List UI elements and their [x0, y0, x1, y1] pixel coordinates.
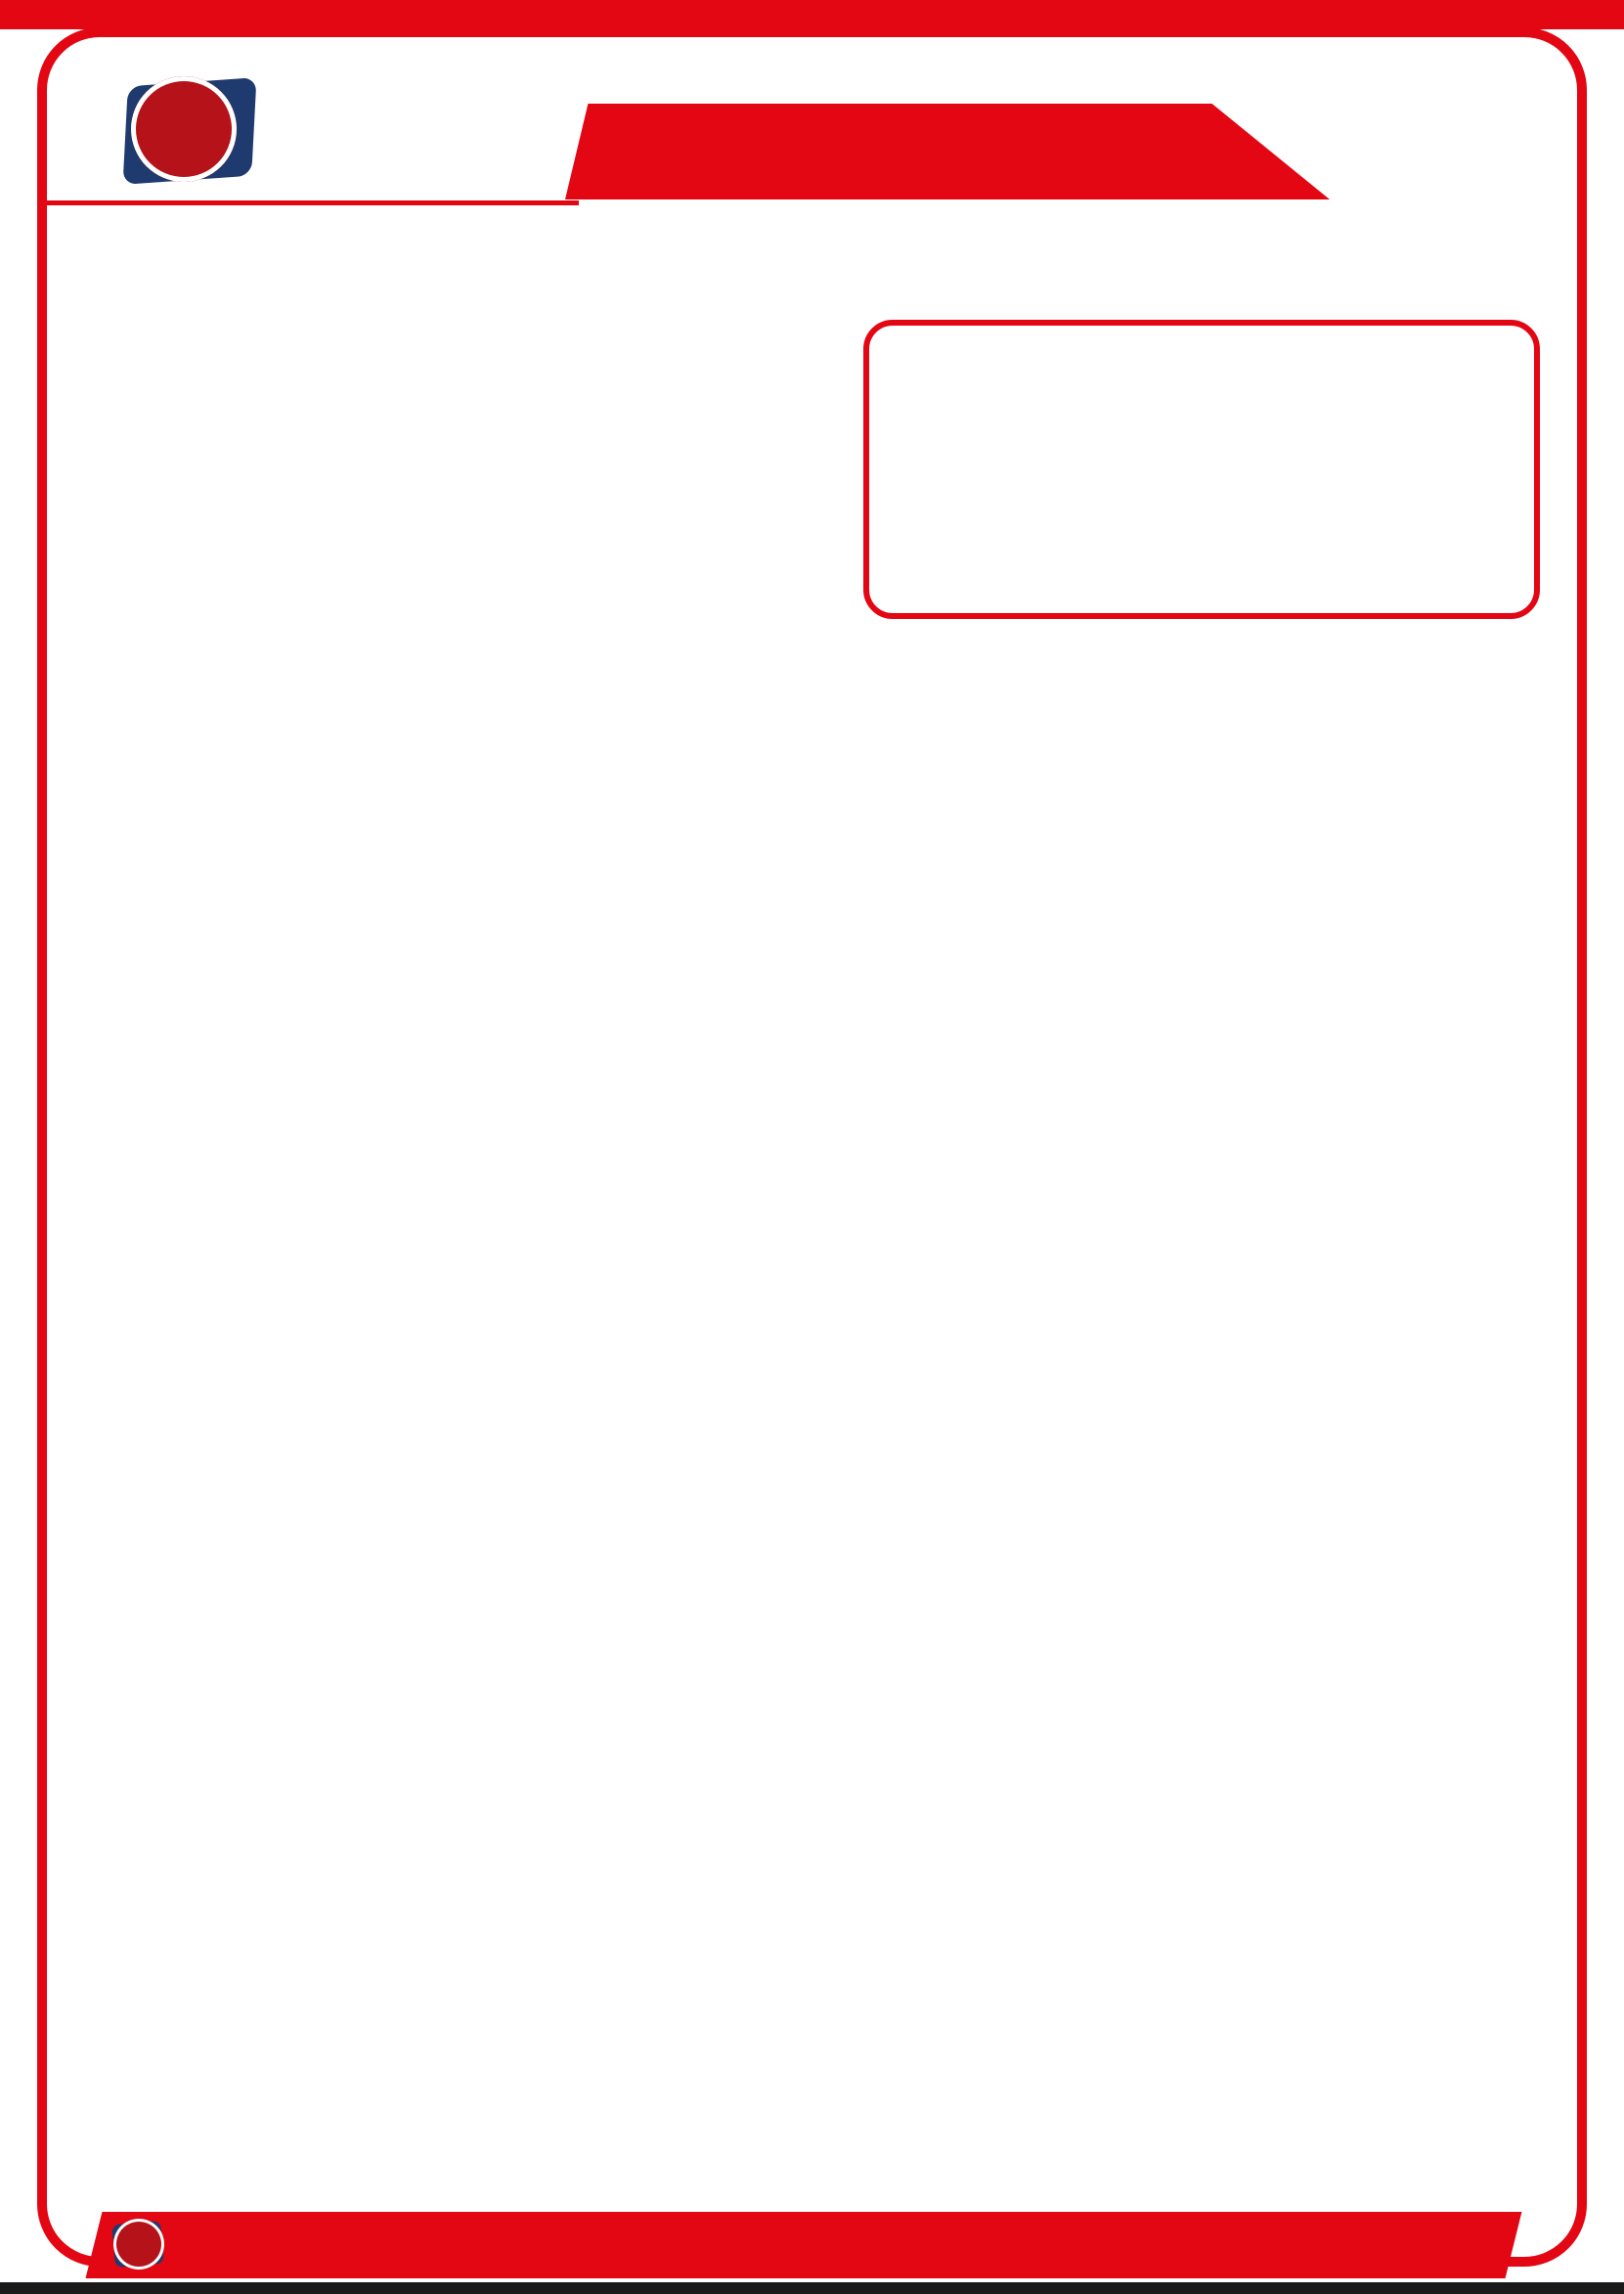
info-box [863, 320, 1540, 619]
footer-logo-monogram [113, 2219, 164, 2270]
footer-logo [110, 2217, 166, 2273]
brand-logo [131, 76, 237, 182]
top-red-band [0, 0, 1624, 29]
footer-content [94, 2212, 1514, 2278]
size-options-row [889, 341, 1514, 386]
page-number-top [1341, 82, 1347, 92]
header-divider [43, 200, 579, 205]
bottom-black-band [0, 2282, 1624, 2294]
title-banner [565, 104, 1330, 199]
